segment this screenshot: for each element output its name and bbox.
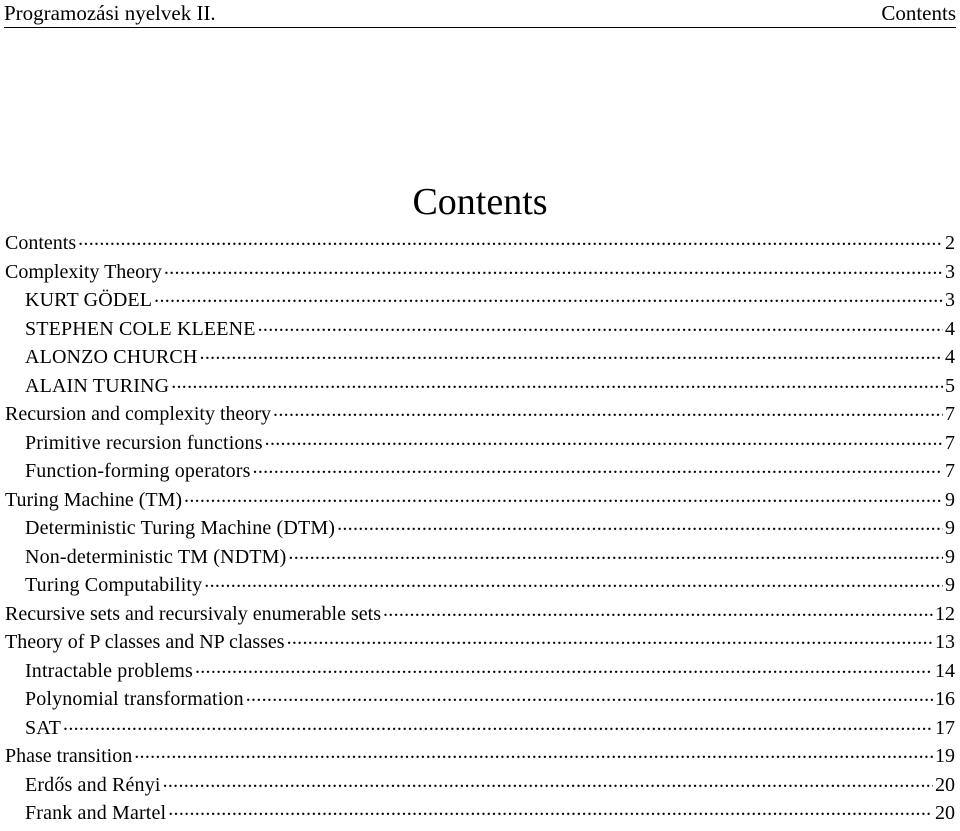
- toc-dot-leader: [253, 457, 943, 477]
- toc-entry[interactable]: [5, 799, 955, 828]
- toc-entry-title[interactable]: STEPHEN COLE KLEENE: [25, 317, 256, 340]
- toc-page-number[interactable]: 3: [945, 289, 955, 311]
- toc-entry-title[interactable]: Deterministic Turing Machine (DTM): [25, 517, 336, 539]
- toc-page-number[interactable]: 19: [935, 745, 955, 767]
- toc-entry[interactable]: [5, 571, 955, 600]
- toc-entry[interactable]: [5, 343, 955, 372]
- toc-dot-leader: [246, 685, 933, 705]
- toc-page-number[interactable]: 3: [945, 260, 955, 283]
- toc-entry-title[interactable]: Function-forming operators: [25, 460, 251, 482]
- toc-entry[interactable]: [5, 771, 955, 800]
- toc-page-number[interactable]: 5: [945, 374, 955, 397]
- toc-page-number[interactable]: 12: [935, 602, 955, 625]
- toc-dot-leader: [163, 771, 933, 791]
- toc-dot-leader: [63, 714, 933, 734]
- toc-entry[interactable]: [5, 429, 955, 458]
- toc-entry-title[interactable]: Non-deterministic TM (NDTM): [25, 545, 287, 568]
- toc-entry[interactable]: [5, 229, 955, 258]
- toc-entry[interactable]: [5, 714, 955, 743]
- toc-entry[interactable]: [5, 685, 955, 714]
- header-section-title: Contents: [881, 1, 956, 25]
- toc-entry[interactable]: [5, 315, 955, 344]
- toc-page-number[interactable]: 17: [935, 716, 955, 739]
- toc-dot-leader: [383, 600, 933, 620]
- toc-entry[interactable]: [5, 258, 955, 287]
- toc-page-number[interactable]: 7: [945, 431, 955, 454]
- toc-page-number[interactable]: 7: [945, 403, 955, 425]
- toc-entry-title[interactable]: ALONZO CHURCH: [25, 346, 198, 368]
- toc-page-number[interactable]: 4: [945, 317, 955, 340]
- toc-entry[interactable]: [5, 400, 955, 429]
- toc-entry-title[interactable]: Turing Machine (TM): [5, 488, 183, 511]
- toc-dot-leader: [204, 571, 943, 591]
- toc-dot-leader: [154, 286, 943, 306]
- toc-page-number[interactable]: 13: [935, 631, 955, 653]
- toc-dot-leader: [337, 514, 943, 534]
- toc-dot-leader: [171, 372, 943, 392]
- toc-entry[interactable]: [5, 514, 955, 543]
- toc-dot-leader: [164, 258, 943, 278]
- toc-dot-leader: [288, 543, 943, 563]
- toc-page-number[interactable]: 4: [945, 346, 955, 368]
- toc-entry-title[interactable]: Recursion and complexity theory: [5, 403, 272, 425]
- toc-entry-title[interactable]: Turing Computability: [25, 574, 203, 596]
- toc-dot-leader: [78, 229, 943, 249]
- toc-entry-title[interactable]: Complexity Theory: [5, 260, 162, 283]
- toc-entry[interactable]: [5, 543, 955, 572]
- toc-entry-title[interactable]: SAT: [25, 716, 62, 739]
- header-course-title: Programozási nyelvek II.: [4, 1, 216, 25]
- running-header: [4, 0, 956, 28]
- toc-page-number[interactable]: 20: [935, 802, 955, 824]
- toc-entry-title[interactable]: Recursive sets and recursivaly enumerable sets: [5, 602, 381, 625]
- toc-dot-leader: [134, 742, 933, 762]
- toc-entry-title[interactable]: Polynomial transformation: [25, 688, 244, 710]
- toc-dot-leader: [287, 628, 933, 648]
- toc-entry-title[interactable]: Intractable problems: [25, 659, 193, 682]
- toc-page-number[interactable]: 20: [935, 773, 955, 796]
- toc-entry-title[interactable]: Frank and Martel: [25, 802, 167, 824]
- toc-entry[interactable]: [5, 486, 955, 515]
- toc-page-number[interactable]: 16: [935, 688, 955, 710]
- table-of-contents: [5, 229, 955, 828]
- toc-entry-title[interactable]: Erdős and Rényi: [25, 773, 161, 796]
- toc-page-number[interactable]: 9: [945, 517, 955, 539]
- toc-page-number[interactable]: 14: [935, 659, 955, 682]
- page-title: Contents: [412, 181, 548, 223]
- toc-entry-title[interactable]: Primitive recursion functions: [25, 431, 263, 454]
- toc-entry-title[interactable]: ALAIN TURING: [25, 374, 170, 397]
- toc-page-number[interactable]: 9: [945, 488, 955, 511]
- toc-entry-title[interactable]: KURT GÖDEL: [25, 289, 153, 311]
- toc-dot-leader: [195, 657, 933, 677]
- toc-entry[interactable]: [5, 600, 955, 629]
- toc-dot-leader: [200, 343, 943, 363]
- toc-page-number[interactable]: 7: [945, 460, 955, 482]
- toc-page-number[interactable]: 9: [945, 574, 955, 596]
- toc-entry[interactable]: [5, 286, 955, 315]
- toc-page-number[interactable]: 2: [945, 232, 955, 254]
- toc-entry[interactable]: [5, 457, 955, 486]
- toc-entry-title[interactable]: Theory of P classes and NP classes: [5, 631, 285, 653]
- toc-dot-leader: [265, 429, 943, 449]
- toc-dot-leader: [184, 486, 943, 506]
- toc-entry[interactable]: [5, 628, 955, 657]
- toc-entry-title[interactable]: Phase transition: [5, 745, 133, 767]
- toc-entry[interactable]: [5, 372, 955, 401]
- toc-entry[interactable]: [5, 657, 955, 686]
- toc-dot-leader: [258, 315, 943, 335]
- toc-entry-title[interactable]: Contents: [5, 232, 77, 254]
- toc-entry[interactable]: [5, 742, 955, 771]
- toc-dot-leader: [168, 799, 933, 819]
- toc-dot-leader: [273, 400, 943, 420]
- toc-page-number[interactable]: 9: [945, 545, 955, 568]
